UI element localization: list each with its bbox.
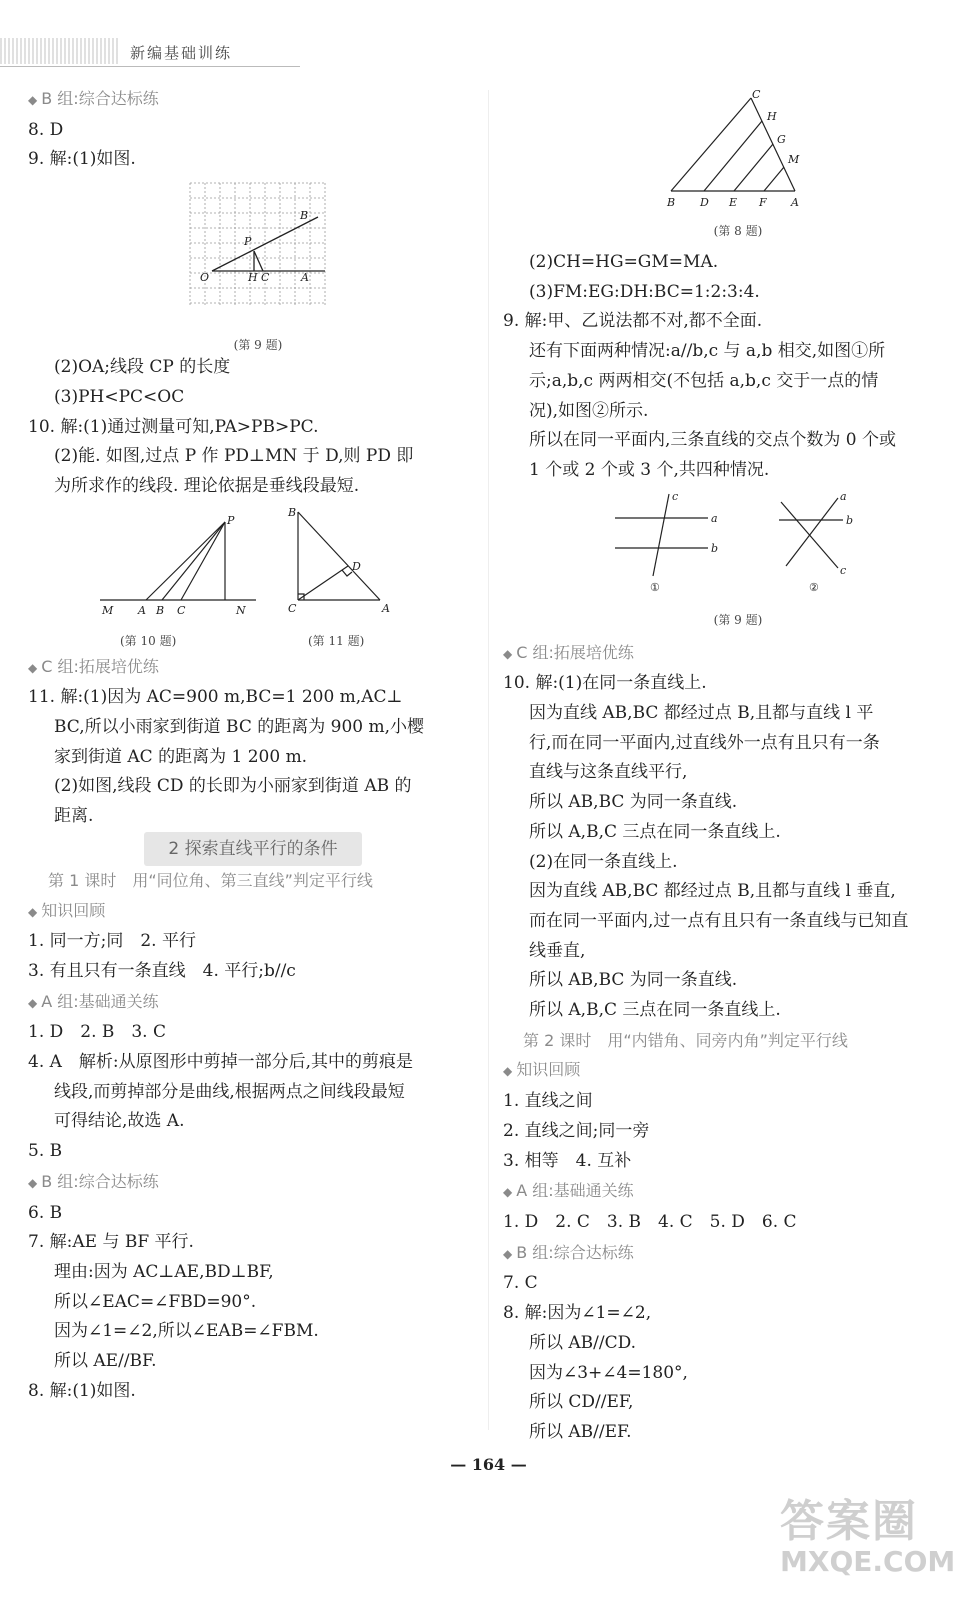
section-title: 2 探索直线平行的条件 [28, 832, 478, 866]
group-heading: ◆ C 组:拓展培优练 [503, 642, 634, 662]
answer-line: 11. 解:(1)因为 AC=900 m,BC=1 200 m,AC⊥ [28, 687, 403, 708]
figure-9b [503, 486, 953, 638]
segment-fm [764, 167, 784, 191]
answer-line: 因为∠1=∠2,所以∠EAB=∠FBM. [54, 1321, 319, 1342]
answer-line: 因为直线 AB,BC 都经过点 B,且都与直线 l 垂直, [529, 881, 896, 902]
figure-10-caption: (第 10 题) [120, 633, 177, 648]
answer-line: 所以在同一平面内,三条直线的交点个数为 0 个或 [529, 430, 897, 451]
label-n: N [236, 603, 246, 617]
answer-line: 所以 A,B,C 三点在同一条直线上. [529, 821, 781, 842]
answer-line: (2)CH=HG=GM=MA. [529, 252, 719, 272]
answer-line: 所以 AB,BC 为同一条直线. [529, 792, 738, 813]
answer-line: 7. C [503, 1273, 538, 1294]
segment-cd [298, 566, 348, 600]
answer-line: (2)OA;线段 CP 的长度 [54, 357, 231, 378]
label-b2: B [288, 505, 297, 519]
label-g: G [777, 133, 786, 146]
label-o: O [200, 271, 210, 285]
diamond-icon: ◆ [28, 995, 38, 1010]
answer-line: (2)如图,线段 CD 的长即为小丽家到街道 AB 的 [54, 776, 412, 797]
header-decoration [0, 38, 120, 64]
answer-line: 3. 有且只有一条直线 4. 平行;b//c [28, 960, 296, 981]
diamond-icon: ◆ [28, 1175, 38, 1190]
figure-8-caption: (第 8 题) [713, 224, 763, 238]
answer-line: 1. D 2. B 3. C [28, 1022, 167, 1043]
answer-line: BC,所以小雨家到街道 BC 的距离为 900 m,小樱 [54, 717, 425, 738]
answer-line: 9. 解:甲、乙说法都不对,都不全面. [503, 311, 763, 332]
answer-line: 线段,而剪掉部分是曲线,根据两点之间线段最短 [54, 1081, 405, 1102]
label-b: B [156, 603, 165, 617]
answer-line: 还有下面两种情况:a//b,c 与 a,b 相交,如图①所 [529, 341, 886, 362]
left-column [28, 84, 478, 1407]
line-a2 [786, 498, 838, 566]
answer-line: 所以 AB,BC 为同一条直线. [529, 970, 738, 991]
figure-9-caption: (第 9 题) [233, 338, 283, 353]
figure-9-diagram [28, 175, 478, 335]
label-c2: c [840, 563, 847, 577]
group-heading: ◆ B 组:综合达标练 [503, 1242, 634, 1262]
answer-line: 8. 解:(1)如图. [28, 1380, 136, 1401]
label-a: A [301, 271, 309, 285]
answer-line: 所以 CD//EF, [529, 1392, 634, 1413]
answer-line: 距离. [54, 806, 94, 827]
segment-pb [162, 522, 225, 600]
diamond-icon: ◆ [28, 904, 38, 919]
figure-9b-diagram [503, 486, 953, 616]
label-a: A [791, 196, 799, 209]
ray-ob [212, 217, 318, 271]
group-heading: ◆ A 组:基础通关练 [503, 1181, 634, 1201]
segment-bc [671, 98, 751, 191]
answer-line: 线垂直, [529, 940, 586, 961]
answer-line: 7. 解:AE 与 BF 平行. [28, 1232, 194, 1253]
segment-pc [254, 251, 263, 271]
figure-8-diagram [503, 84, 953, 224]
figures-10-11 [28, 502, 478, 652]
figure-8 [503, 84, 953, 248]
answer-line: 所以 A,B,C 三点在同一条直线上. [529, 1000, 781, 1021]
diamond-icon: ◆ [28, 93, 38, 107]
answer-line: 3. 相等 4. 互补 [503, 1150, 632, 1171]
answer-line: 家到街道 AC 的距离为 1 200 m. [54, 746, 308, 767]
answer-line: 况),如图②所示. [529, 400, 649, 421]
figure-11-caption: (第 11 题) [308, 633, 365, 648]
label-h: H [767, 110, 777, 123]
label-a: A [138, 603, 146, 617]
label-d: D [700, 196, 709, 209]
segment-eg [734, 144, 773, 191]
page-number: — 164 — [450, 1455, 527, 1474]
label-b2: b [846, 513, 854, 527]
answer-line: 9. 解:(1)如图. [28, 149, 136, 170]
line-c [653, 494, 669, 576]
header-title: 新编基础训练 [130, 44, 233, 62]
label-b: B [667, 196, 676, 209]
label-p: P [244, 235, 252, 249]
label-c: C [177, 603, 186, 617]
label-d: D [352, 559, 361, 573]
group-heading: ◆ C 组:拓展培优练 [28, 656, 159, 676]
answer-line: 6. B [28, 1202, 63, 1223]
label-p: P [227, 513, 235, 527]
answer-line: 10. 解:(1)通过测量可知,PA>PB>PC. [28, 416, 319, 437]
answer-line: 1. 同一方;同 2. 平行 [28, 931, 196, 952]
label-b: b [711, 541, 719, 555]
answer-line: 示;a,b,c 两两相交(不包括 a,b,c 交于一点的情 [529, 370, 879, 391]
answer-line: 10. 解:(1)在同一条直线上. [503, 673, 707, 694]
answer-line: 5. B [28, 1141, 63, 1162]
label-f: F [759, 196, 767, 209]
segment-ab [298, 512, 380, 600]
label-e: E [729, 196, 738, 209]
answer-line: 而在同一平面内,过一点有且只有一条直线与已知直 [529, 910, 909, 931]
column-divider [488, 90, 489, 1430]
answer-line: 行,而在同一平面内,过直线外一点有且只有一条 [529, 732, 880, 753]
label-c: C [752, 88, 761, 101]
label-c: C [261, 271, 270, 285]
right-angle-mark [342, 570, 352, 576]
group-heading: ◆ 知识回顾 [503, 1060, 581, 1080]
label-fig1: ① [650, 580, 660, 594]
label-m: M [788, 153, 800, 166]
figure-9 [28, 175, 478, 353]
label-h: H [248, 271, 258, 285]
diamond-icon: ◆ [503, 1064, 513, 1079]
diamond-icon: ◆ [503, 1185, 513, 1200]
answer-line: (2)能. 如图,过点 P 作 PD⊥MN 于 D,则 PD 即 [54, 446, 414, 467]
group-heading: ◆ A 组:基础通关练 [28, 991, 159, 1011]
label-a: a [711, 511, 718, 525]
diamond-icon: ◆ [28, 660, 38, 675]
answer-line: 2. 直线之间;同一旁 [503, 1120, 650, 1141]
answer-line: (3)PH<PC<OC [54, 386, 185, 407]
figures-10-11-diagram [28, 502, 478, 632]
answer-line: 8. 解:因为∠1=∠2, [503, 1303, 652, 1324]
answer-line: (3)FM:EG:DH:BC=1:2:3:4. [529, 281, 760, 302]
group-heading: ◆ 知识回顾 [28, 900, 106, 920]
figure-9b-caption: (第 9 题) [713, 612, 763, 627]
lesson-title: 第 1 课时 用“同位角、第三直线”判定平行线 [48, 870, 373, 890]
header-rule [0, 66, 300, 67]
group-heading: ◆ B 组:综合达标练 [28, 89, 159, 108]
answer-line: 因为∠3+∠4=180°, [529, 1362, 688, 1383]
answer-line: 所以 AE//BF. [54, 1351, 157, 1372]
label-b: B [300, 209, 309, 223]
segment-pa [146, 522, 225, 600]
answer-line: 所以 AB//CD. [529, 1332, 637, 1353]
answer-line: 因为直线 AB,BC 都经过点 B,且都与直线 l 平 [529, 703, 874, 724]
answer-line: 1 个或 2 个或 3 个,共四种情况. [529, 459, 770, 480]
diamond-icon: ◆ [503, 1246, 513, 1261]
answer-line: 理由:因为 AC⊥AE,BD⊥BF, [54, 1261, 274, 1282]
segment-pc [181, 522, 225, 600]
answer-line: 可得结论,故选 A. [54, 1111, 185, 1132]
watermark-logo: 答案圈 MXQE.COM [780, 1496, 956, 1578]
answer-line: 1. D 2. C 3. B 4. C 5. D 6. C [503, 1211, 797, 1232]
diamond-icon: ◆ [503, 646, 513, 661]
label-a2: A [382, 601, 390, 615]
answer-line: 4. A 解析:从原图形中剪掉一部分后,其中的剪痕是 [28, 1052, 414, 1073]
answer-line: 为所求作的线段. 理论依据是垂线段最短. [54, 475, 360, 496]
lesson-title: 第 2 课时 用“内错角、同旁内角”判定平行线 [523, 1030, 848, 1050]
label-a2: a [840, 489, 847, 503]
answer-line: 1. 直线之间 [503, 1091, 593, 1112]
group-heading: ◆ B 组:综合达标练 [28, 1171, 159, 1191]
answer-line: (2)在同一条直线上. [529, 851, 678, 872]
label-fig2: ② [809, 580, 819, 594]
answer-line: 8. D [28, 119, 64, 140]
grid [190, 183, 325, 307]
answer-line: 所以 AB//EF. [529, 1421, 632, 1442]
label-c: c [672, 489, 679, 503]
answer-line: 直线与这条直线平行, [529, 762, 688, 783]
segment-dh [704, 121, 762, 191]
right-column [503, 84, 953, 1448]
label-c2: C [288, 601, 297, 615]
answer-line: 所以∠EAC=∠FBD=90°. [54, 1291, 257, 1312]
label-m: M [102, 603, 114, 617]
